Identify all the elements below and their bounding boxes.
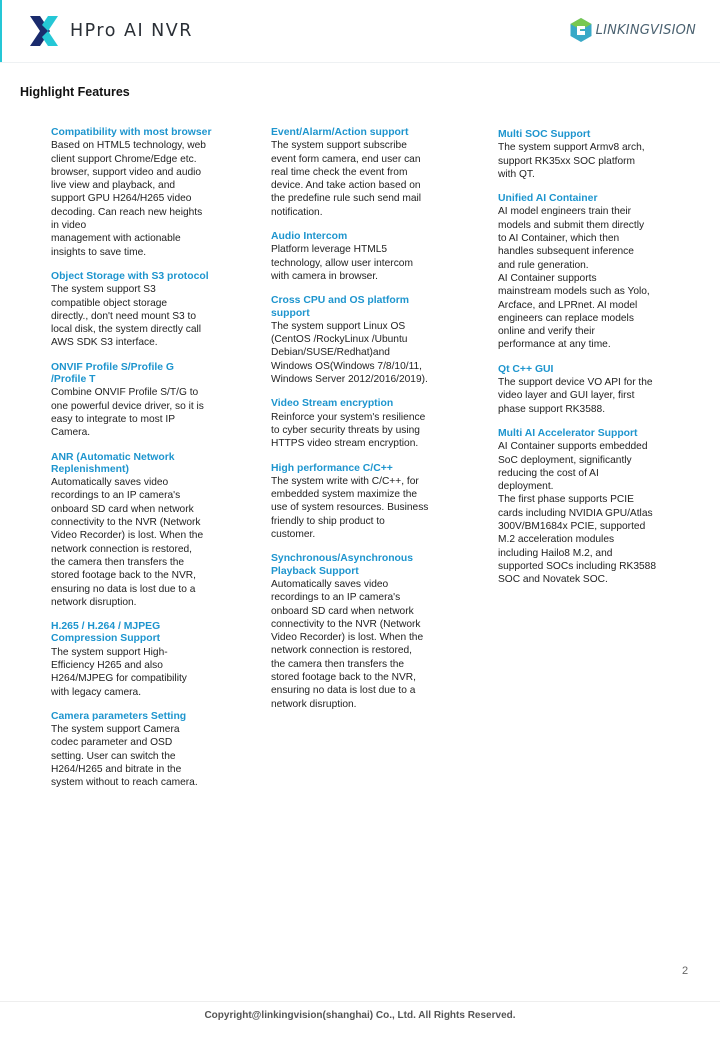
feature-playback	[271, 553, 459, 711]
brand-title: HPro AI NVR	[70, 21, 193, 41]
feature-title: Multi SOC Support	[498, 129, 591, 140]
feature-title: ANR (Automatic Network Replenishment)	[51, 451, 175, 475]
feature-ai-container	[498, 193, 688, 352]
feature-title: Synchronous/Asynchronous Playback Support	[271, 553, 414, 577]
copyright-notice: Copyright@linkingvision(shanghai) Co., Ltd. All Rights Reserved.	[204, 1010, 516, 1021]
feature-description: The system support Camera codec parameter and OSD setting. User can switch the H264/H265 and bitrate in the system without to reach camera.	[51, 724, 198, 789]
page-number: 2	[682, 965, 689, 977]
feature-camera-params	[51, 711, 241, 790]
feature-ai-accelerator	[498, 428, 688, 587]
feature-title: Multi AI Accelerator Support	[498, 427, 638, 439]
feature-column-3	[498, 129, 688, 599]
page-header	[0, 0, 720, 63]
feature-title: Compatibility with most browser	[51, 127, 212, 138]
feature-description: AI model engineers train their models and submit them directly to AI Container, which then handles subsequent inference and rule generation. AI Container supports mainstream models such as Yolo, Arcface, and LPRnet. AI model engineers can replace models online and verify their performance at any time.	[498, 206, 650, 351]
feature-multi-soc	[498, 129, 688, 181]
feature-description: The support device VO API for the video layer and GUI layer, first phase support RK3588.	[498, 377, 653, 415]
feature-title: Unified AI Container	[498, 193, 598, 205]
feature-description: AI Container supports embedded SoC deployment, significantly reducing the cost of AI deployment. The first phase supports PCIE cards including NVIDIA GPU/Atlas 300V/BM1684x PCIE, supported M.2 acceleration modules including Hailo8 M.2, and supported SOCs including RK3588 SOC and Novatek SOC.	[498, 441, 657, 586]
feature-description: The system write with C/C++, for embedded system maximize the use of system resources. Business friendly to ship product to customer.	[271, 475, 429, 541]
feature-audio-intercom	[271, 231, 459, 283]
brand	[28, 14, 193, 48]
feature-description: The system support High- Efficiency H265 and also H264/MJPEG for compatibility with legacy camera.	[51, 646, 187, 698]
header-accent-bar	[0, 0, 2, 62]
feature-anr	[51, 452, 241, 610]
feature-description: Based on HTML5 technology, web client support Chrome/Edge etc. browser, support video and audio live view and playback, and support GPU H264/H265 video decoding. Can reach new heights in video management with actionable insights to save time.	[51, 140, 206, 258]
feature-description: The system support S3 compatible object storage directly., don't need mount S3 to local disk, the system directly call AWS SDK S3 interface.	[51, 284, 202, 349]
partner-name: LINKINGVISION	[595, 22, 696, 38]
feature-description: The system support Linux OS (CentOS /RockyLinux /Ubuntu Debian/SUSE/Redhat)and Windows OS(Windows 7/8/10/11, Windows Server 2012/2016/2019).	[271, 320, 428, 386]
partner-logo	[569, 16, 696, 44]
feature-title: High performance C/C++	[271, 462, 393, 474]
feature-high-performance	[271, 463, 459, 542]
feature-onvif	[51, 362, 241, 440]
feature-title: Camera parameters Setting	[51, 710, 187, 722]
feature-title: H.265 / H.264 / MJPEG Compression Support	[51, 621, 161, 645]
feature-title: Video Stream encryption	[271, 398, 394, 410]
feature-column-1	[51, 127, 241, 802]
feature-title: Object Storage with S3 protocol	[51, 270, 209, 282]
feature-title: Audio Intercom	[271, 231, 348, 243]
feature-description: The system support Armv8 arch, support RK35xx SOC platform with QT.	[498, 142, 645, 180]
linkingvision-logo-icon	[569, 17, 593, 43]
hpro-logo-icon	[28, 14, 64, 48]
feature-description: Automatically saves video recordings to an IP camera's onboard SD card when network connectivity to the NVR (Network Video Recorder) is lost. When the network connection is restored, the camera then transfers the stored footage back to the NVR, ensuring no data is lost due to a network disruption.	[51, 477, 204, 608]
feature-s3-storage	[51, 271, 241, 350]
feature-description: Reinforce your system's resilience to cyber security threats by using HTTPS video stream encryption.	[271, 411, 426, 450]
feature-qt-gui	[498, 364, 688, 416]
feature-column-2	[271, 127, 459, 723]
feature-title: Event/Alarm/Action support	[271, 127, 409, 138]
feature-description: Combine ONVIF Profile S/T/G to one powerful device driver, so it is easy to integrate to most IP Camera.	[51, 387, 204, 439]
feature-description: The system support subscribe event form camera, end user can real time check the event from device. And take action based on the predefine rule such send mail notification.	[271, 140, 422, 218]
feature-event-alarm	[271, 127, 459, 219]
feature-title: Qt C++ GUI	[498, 363, 554, 375]
feature-description: Automatically saves video recordings to an IP camera's onboard SD card when network connectivity to the NVR (Network Video Recorder) is lost. When the network connection is restored, the camera then transfers the stored footage back to the NVR, ensuring no data is lost due to a network disruption.	[271, 578, 424, 710]
feature-description: Platform leverage HTML5 technology, allow user intercom with camera in browser.	[271, 244, 413, 282]
feature-compression	[51, 621, 241, 699]
feature-title: ONVIF Profile S/Profile G /Profile T	[51, 361, 174, 386]
feature-browser-compat	[51, 127, 241, 259]
feature-cross-platform	[271, 295, 459, 386]
feature-stream-encryption	[271, 398, 459, 450]
footer-divider	[0, 1001, 720, 1002]
section-title: Highlight Features	[20, 85, 130, 99]
feature-title: Cross CPU and OS platform support	[271, 295, 409, 319]
